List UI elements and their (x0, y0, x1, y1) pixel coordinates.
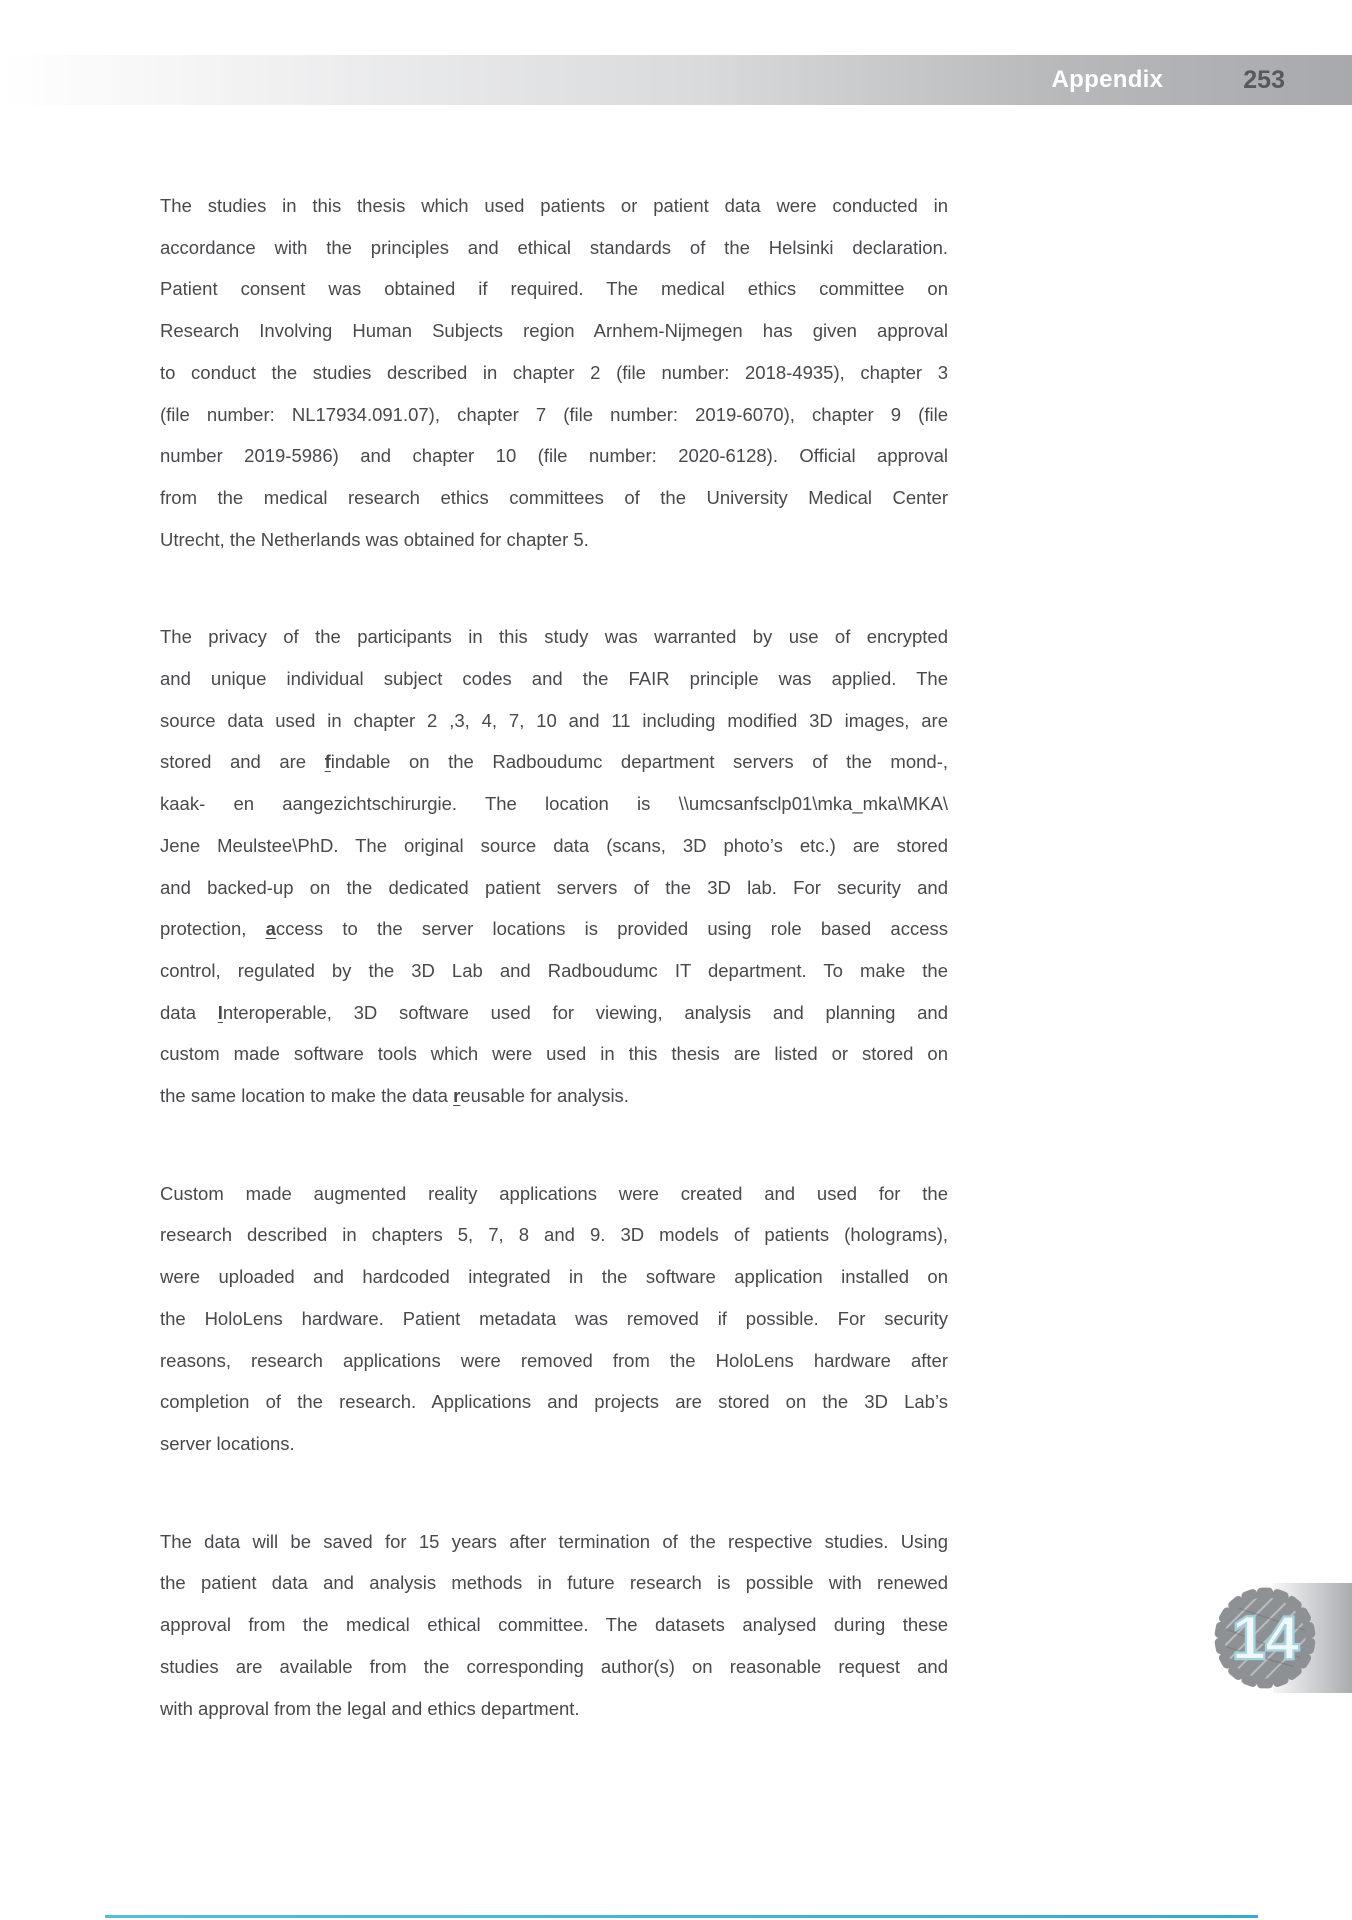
text-line: Patient consent was obtained if required. The medical ethics committee on (160, 278, 948, 300)
text-line: to conduct the studies described in chapter 2 (file number: 2018-4935), chapter 3 (160, 361, 948, 383)
text-line: with approval from the legal and ethics department. (160, 1697, 580, 1719)
page-header (0, 55, 1352, 105)
text-line: stored and are findable on the Radboudumc department servers of the mond-, (160, 751, 948, 773)
text-line: The privacy of the participants in this study was warranted by use of encrypted (160, 626, 948, 648)
text-line: custom made software tools which were used in this thesis are listed or stored on (160, 1043, 948, 1065)
chapter-number: 14 (1231, 1603, 1299, 1673)
paragraph (160, 616, 948, 1116)
text-line: (file number: NL17934.091.07), chapter 7 (file number: 2019-6070), chapter 9 (file (160, 403, 948, 425)
text-line: the HoloLens hardware. Patient metadata was removed if possible. For security (160, 1307, 948, 1329)
text-line: data Interoperable, 3D software used for viewing, analysis and planning and (160, 1001, 948, 1023)
text-line: protection, access to the server locations is provided using role based access (160, 918, 948, 940)
text-line: source data used in chapter 2 ,3, 4, 7, 10 and 11 including modified 3D images, are (160, 709, 948, 731)
paragraph (160, 1521, 948, 1730)
text-line: control, regulated by the 3D Lab and Radboudumc IT department. To make the (160, 959, 948, 981)
text-line: and unique individual subject codes and the FAIR principle was applied. The (160, 668, 948, 690)
text-line: Jene Meulstee\PhD. The original source data (scans, 3D photo’s etc.) are stored (160, 834, 948, 856)
text-line: The studies in this thesis which used patients or patient data were conducted in (160, 195, 948, 216)
text-line: Utrecht, the Netherlands was obtained for chapter 5. (160, 528, 589, 550)
text-line: the patient data and analysis methods in future research is possible with renewed (160, 1572, 948, 1594)
text-line: Research Involving Human Subjects region Arnhem-Nijmegen has given approval (160, 320, 948, 342)
text-line: the same location to make the data reusable for analysis. (160, 1085, 629, 1107)
text-line: and backed-up on the dedicated patient servers of the 3D lab. For security and (160, 876, 948, 898)
text-line: accordance with the principles and ethical standards of the Helsinki declaration. (160, 236, 948, 258)
text-line: Custom made augmented reality applications were created and used for the (160, 1182, 948, 1204)
text-line: reasons, research applications were removed from the HoloLens hardware after (160, 1349, 948, 1371)
text-line: studies are available from the corresponding author(s) on reasonable request and (160, 1655, 948, 1677)
bottom-rule (105, 1915, 1258, 1918)
text-line: The data will be saved for 15 years after termination of the respective studies. Using (160, 1530, 948, 1552)
text-line: were uploaded and hardcoded integrated in the software application installed on (160, 1266, 948, 1288)
text-line: approval from the medical ethical committee. The datasets analysed during these (160, 1614, 948, 1636)
body-text (160, 185, 948, 1785)
paragraph (160, 1173, 948, 1465)
paragraph (160, 185, 948, 560)
text-line: number 2019-5986) and chapter 10 (file number: 2020-6128). Official approval (160, 445, 948, 467)
text-line: research described in chapters 5, 7, 8 and 9. 3D models of patients (holograms), (160, 1224, 948, 1246)
text-line: completion of the research. Applications and projects are stored on the 3D Lab’s (160, 1391, 948, 1413)
text-line: from the medical research ethics committees of the University Medical Center (160, 486, 948, 508)
text-line: server locations. (160, 1432, 295, 1454)
header-page-number: 253 (1243, 65, 1285, 94)
header-section-label: Appendix (1051, 66, 1164, 93)
text-line: kaak- en aangezichtschirurgie. The location is \\umcsanfsclp01\mka_mka\MKA\ (160, 793, 948, 815)
